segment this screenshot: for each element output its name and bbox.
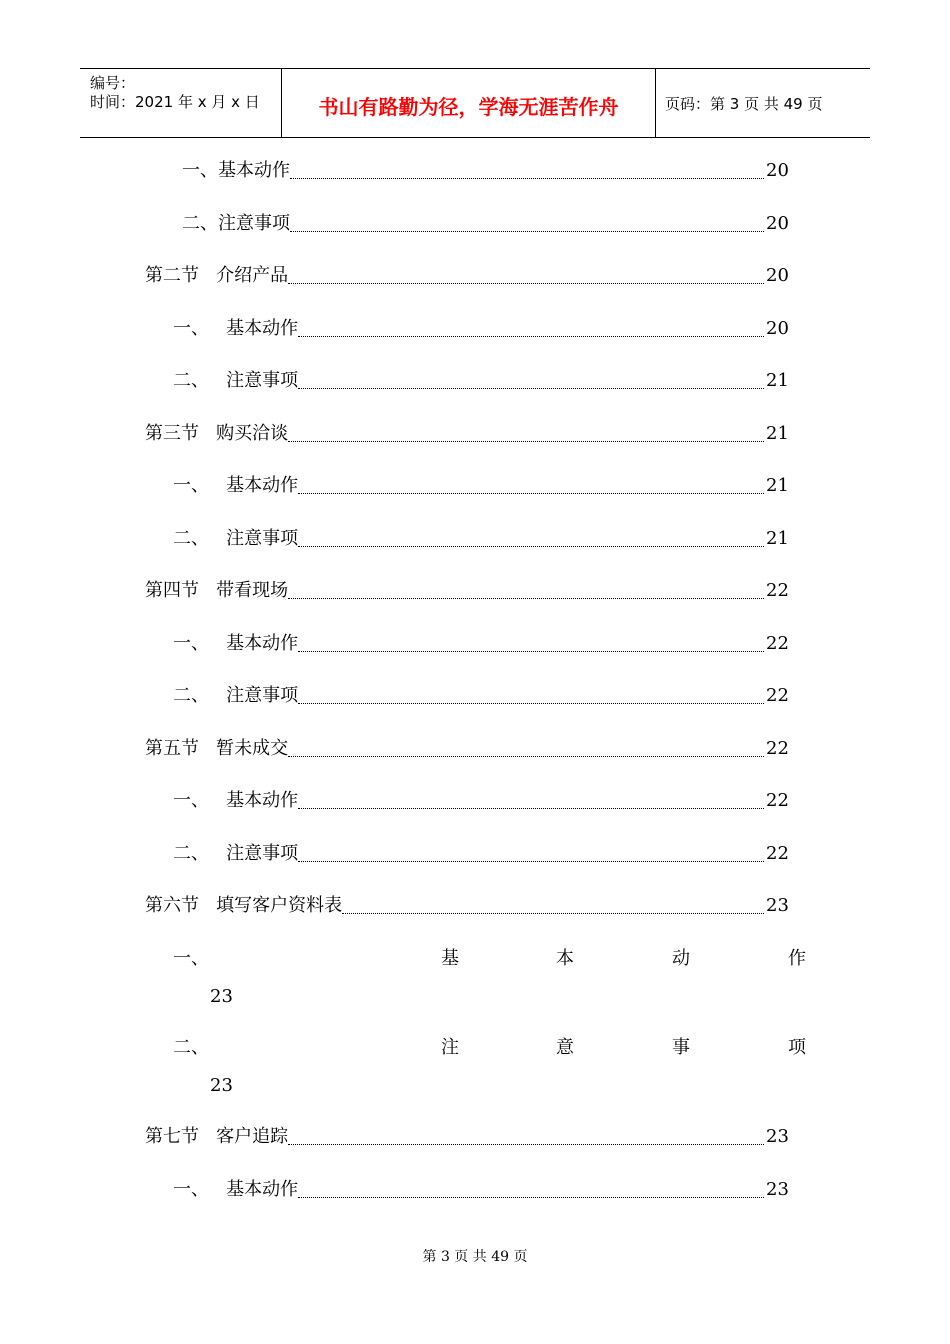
- toc-spread-char: 注: [441, 1037, 459, 1058]
- header-left-cell: [80, 69, 281, 137]
- toc-page-number: 21: [766, 370, 789, 391]
- toc-entry-label: 第七节 客户追踪: [145, 1126, 289, 1147]
- toc-page-number: 23: [766, 895, 789, 916]
- page-header: [80, 68, 870, 138]
- toc-dot-leader: [298, 388, 764, 389]
- toc-item-row[interactable]: [182, 159, 790, 183]
- toc-page-number: 22: [766, 790, 789, 811]
- toc-item-row[interactable]: [173, 789, 790, 813]
- toc-entry-label: 二、 注意事项: [173, 685, 299, 706]
- toc-dot-leader: [298, 651, 764, 652]
- toc-entry-label: 一、 基本动作: [173, 790, 299, 811]
- toc-item-row[interactable]: [173, 317, 790, 341]
- toc-entry-label: 二、注意事项: [182, 212, 290, 234]
- toc-entry-label: 一、 基本动作: [173, 317, 299, 339]
- toc-page-number: 22: [766, 737, 789, 759]
- toc-item-row[interactable]: [173, 527, 790, 551]
- toc-dot-leader: [298, 861, 764, 862]
- toc-entry-label: 第四节 带看现场: [145, 580, 289, 601]
- toc-spread-char: 基: [441, 948, 459, 969]
- toc-dot-leader: [298, 546, 764, 547]
- header-right-cell: [655, 69, 870, 137]
- document-time-label: 时间：2021 年 x 月 x 日: [90, 93, 260, 111]
- motto-text: 书山有路勤为径，学海无涯苦作舟: [318, 95, 619, 119]
- toc-dot-leader: [298, 808, 764, 809]
- toc-page-number: 21: [766, 527, 789, 549]
- toc-entry-label: 第三节 购买洽谈: [145, 422, 289, 444]
- toc-section-row[interactable]: [145, 737, 790, 761]
- document-number-label: 编号：: [90, 74, 136, 92]
- toc-page-number: 22: [766, 632, 789, 654]
- toc-item-row[interactable]: [173, 474, 790, 498]
- toc-page-number: 23: [766, 1178, 789, 1200]
- toc-dot-leader: [298, 336, 764, 337]
- toc-item-row[interactable]: [173, 1178, 790, 1202]
- toc-section-row[interactable]: [145, 1125, 790, 1149]
- toc-page-number: 21: [766, 422, 789, 444]
- toc-dot-leader: [288, 441, 764, 442]
- toc-dot-leader: [298, 1197, 764, 1198]
- toc-entry-label: 一、 基本动作: [173, 632, 299, 654]
- toc-page-number: 21: [766, 475, 789, 496]
- toc-dot-leader: [342, 913, 764, 914]
- toc-item-row[interactable]: [182, 212, 790, 236]
- header-page-info: 页码：第 3 页 共 49 页: [665, 95, 823, 113]
- toc-entry-label: 一、 基本动作: [173, 1178, 299, 1200]
- toc-page-number: 20: [766, 212, 789, 234]
- toc-page-number: 22: [766, 842, 789, 864]
- toc-spread-page: 23: [210, 986, 233, 1007]
- toc-spread-row: [0, 1036, 950, 1096]
- toc-entry-label: 一、 基本动作: [173, 475, 299, 496]
- toc-entry-label: 二、 注意事项: [173, 370, 299, 391]
- toc-spread-page: 23: [210, 1075, 233, 1096]
- toc-spread-row: [0, 947, 950, 1007]
- toc-spread-char: 动: [672, 948, 690, 969]
- toc-page-number: 20: [766, 317, 789, 339]
- toc-section-row[interactable]: [145, 422, 790, 446]
- toc-dot-leader: [290, 231, 764, 232]
- header-motto-cell: [281, 69, 656, 137]
- toc-item-row[interactable]: [173, 684, 790, 708]
- toc-entry-label: 一、基本动作: [182, 160, 290, 181]
- toc-spread-char: 意: [556, 1037, 574, 1058]
- toc-item-row[interactable]: [173, 632, 790, 656]
- toc-item-row[interactable]: [173, 842, 790, 866]
- toc-section-row[interactable]: [145, 579, 790, 603]
- toc-spread-char: 事: [672, 1037, 690, 1058]
- toc-page-number: 22: [766, 580, 789, 601]
- toc-page-number: 22: [766, 685, 789, 706]
- toc-spread-char: 作: [788, 948, 806, 969]
- toc-dot-leader: [290, 178, 764, 179]
- toc-section-row[interactable]: [145, 264, 790, 288]
- toc-page-number: 23: [766, 1126, 789, 1147]
- toc-entry-label: 第五节 暂未成交: [145, 737, 289, 759]
- toc-page-number: 20: [766, 160, 789, 181]
- toc-section-row[interactable]: [145, 894, 790, 918]
- toc-dot-leader: [288, 756, 764, 757]
- toc-entry-label: 第六节 填写客户资料表: [145, 895, 343, 916]
- toc-dot-leader: [298, 493, 764, 494]
- toc-entry-label: 二、 注意事项: [173, 527, 299, 549]
- toc-dot-leader: [288, 1144, 764, 1145]
- toc-dot-leader: [298, 703, 764, 704]
- toc-spread-prefix: 一、: [173, 948, 209, 969]
- toc-dot-leader: [288, 598, 764, 599]
- page-footer: 第 3 页 共 49 页: [422, 1249, 528, 1265]
- toc-spread-prefix: 二、: [173, 1037, 209, 1058]
- toc-item-row[interactable]: [173, 369, 790, 393]
- toc-entry-label: 第二节 介绍产品: [145, 265, 289, 286]
- toc-entry-label: 二、 注意事项: [173, 842, 299, 864]
- toc-dot-leader: [288, 283, 764, 284]
- toc-spread-char: 项: [788, 1037, 806, 1058]
- toc-spread-char: 本: [556, 948, 574, 969]
- toc-page-number: 20: [766, 265, 789, 286]
